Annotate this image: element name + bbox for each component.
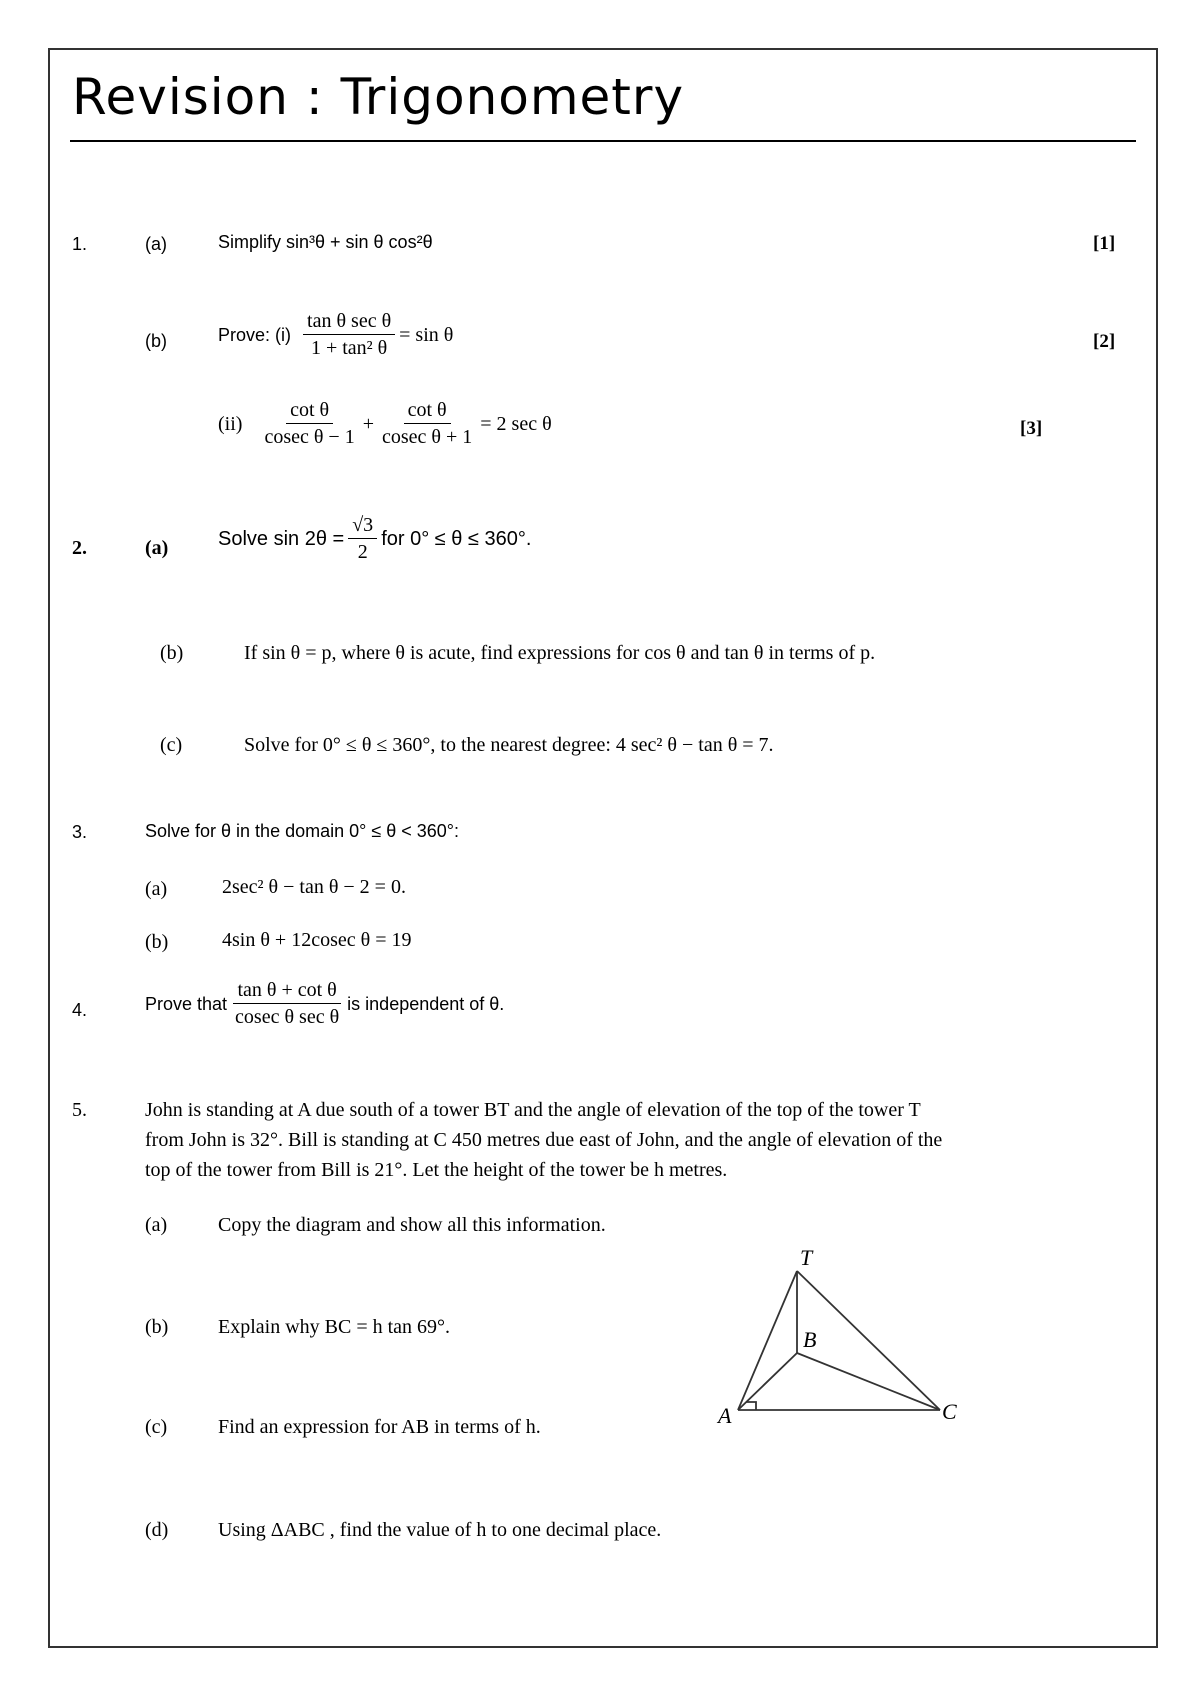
q1b-numerator: tan θ sec θ	[303, 311, 395, 335]
q1c-rhs: = 2 sec θ	[480, 412, 552, 435]
q2b-text: If sin θ = p, where θ is acute, find expressions for cos θ and tan θ in terms of p.	[244, 642, 876, 664]
q2a-suffix: for 0° ≤ θ ≤ 360°.	[381, 527, 532, 550]
q3b-text: 4sin θ + 12cosec θ = 19	[222, 929, 412, 951]
q2b-label: (b)	[160, 642, 184, 664]
title-underline	[70, 140, 1136, 142]
page-title: Revision : Trigonometry	[72, 68, 685, 126]
q1b-prefix: Prove: (i)	[218, 324, 292, 345]
label-c: C	[942, 1399, 957, 1424]
label-b: B	[803, 1327, 817, 1352]
q4-fraction	[231, 980, 343, 1027]
q5-line-3: top of the tower from Bill is 21°. Let the height of the tower be h metres.	[145, 1159, 728, 1181]
q4-denominator: cosec θ sec θ	[235, 1006, 340, 1028]
q1c-plus: +	[362, 412, 374, 435]
q4-numerator: tan θ + cot θ	[233, 980, 340, 1004]
q5a-label: (a)	[145, 1214, 168, 1236]
q1a-label: (a)	[145, 234, 167, 254]
q5b-label: (b)	[145, 1316, 169, 1338]
q3a-text: 2sec² θ − tan θ − 2 = 0.	[222, 876, 406, 898]
q5-number: 5.	[72, 1099, 87, 1121]
q4-prefix: Prove that	[145, 993, 228, 1014]
q1b-denominator: 1 + tan² θ	[310, 337, 388, 359]
q2a-label: (a)	[145, 537, 169, 559]
q1c-numerator-1: cot θ	[286, 400, 333, 424]
edge-tc	[797, 1271, 940, 1410]
page-border	[48, 48, 1158, 1648]
q5b-text: Explain why BC = h tan 69°.	[218, 1316, 451, 1338]
edge-ta	[738, 1271, 797, 1410]
q1c-marks: [3]	[1020, 418, 1043, 439]
q1c-fraction-2	[378, 400, 476, 447]
q5c-text: Find an expression for AB in terms of h.	[218, 1416, 541, 1438]
q2a-numerator: √3	[348, 515, 377, 539]
q5c-label: (c)	[145, 1416, 168, 1438]
q1b-fraction	[303, 311, 395, 358]
q2a-denominator: 2	[357, 541, 368, 563]
label-t: T	[800, 1245, 813, 1270]
q2a-fraction	[348, 515, 377, 562]
q3a-label: (a)	[145, 878, 168, 900]
q5d-text: Using ΔABC , find the value of h to one decimal place.	[218, 1519, 662, 1541]
q2a-prefix: Solve sin 2θ =	[218, 527, 345, 550]
q1b-expression	[218, 311, 453, 358]
q2a-expression	[218, 515, 531, 562]
edge-bc	[797, 1353, 940, 1410]
q1b-rhs: = sin θ	[399, 323, 454, 346]
q1c-numerator-2: cot θ	[404, 400, 451, 424]
label-a: A	[718, 1403, 732, 1428]
tower-diagram	[700, 1235, 980, 1435]
q1-number: 1.	[72, 234, 88, 254]
q2c-label: (c)	[160, 734, 183, 756]
q5a-text: Copy the diagram and show all this information.	[218, 1214, 606, 1236]
q1c-expression	[218, 400, 552, 447]
q1c-denominator-1: cosec θ − 1	[264, 426, 355, 448]
q1b-label: (b)	[145, 331, 167, 351]
q1a-text: Simplify sin³θ + sin θ cos²θ	[218, 232, 433, 252]
q1b-marks: [2]	[1093, 331, 1116, 352]
q3-text: Solve for θ in the domain 0° ≤ θ < 360°:	[145, 821, 459, 841]
q1a-marks: [1]	[1093, 233, 1116, 254]
q4-number: 4.	[72, 1000, 88, 1020]
q5-line-1: John is standing at A due south of a tower BT and the angle of elevation of the top of the tower T	[145, 1099, 921, 1121]
q3-number: 3.	[72, 822, 88, 842]
q4-suffix: is independent of θ.	[347, 993, 505, 1014]
q2-number: 2.	[72, 537, 87, 559]
q4-expression	[145, 980, 504, 1027]
q2c-text: Solve for 0° ≤ θ ≤ 360°, to the nearest degree: 4 sec² θ − tan θ = 7.	[244, 734, 774, 756]
q5d-label: (d)	[145, 1519, 169, 1541]
q1c-fraction-1	[260, 400, 358, 447]
q1c-denominator-2: cosec θ + 1	[382, 426, 473, 448]
q5-line-2: from John is 32°. Bill is standing at C 450 metres due east of John, and the angle of elevation of the	[145, 1129, 943, 1151]
q1c-label: (ii)	[218, 412, 243, 435]
q3b-label: (b)	[145, 931, 169, 953]
right-angle-mark	[746, 1402, 756, 1410]
